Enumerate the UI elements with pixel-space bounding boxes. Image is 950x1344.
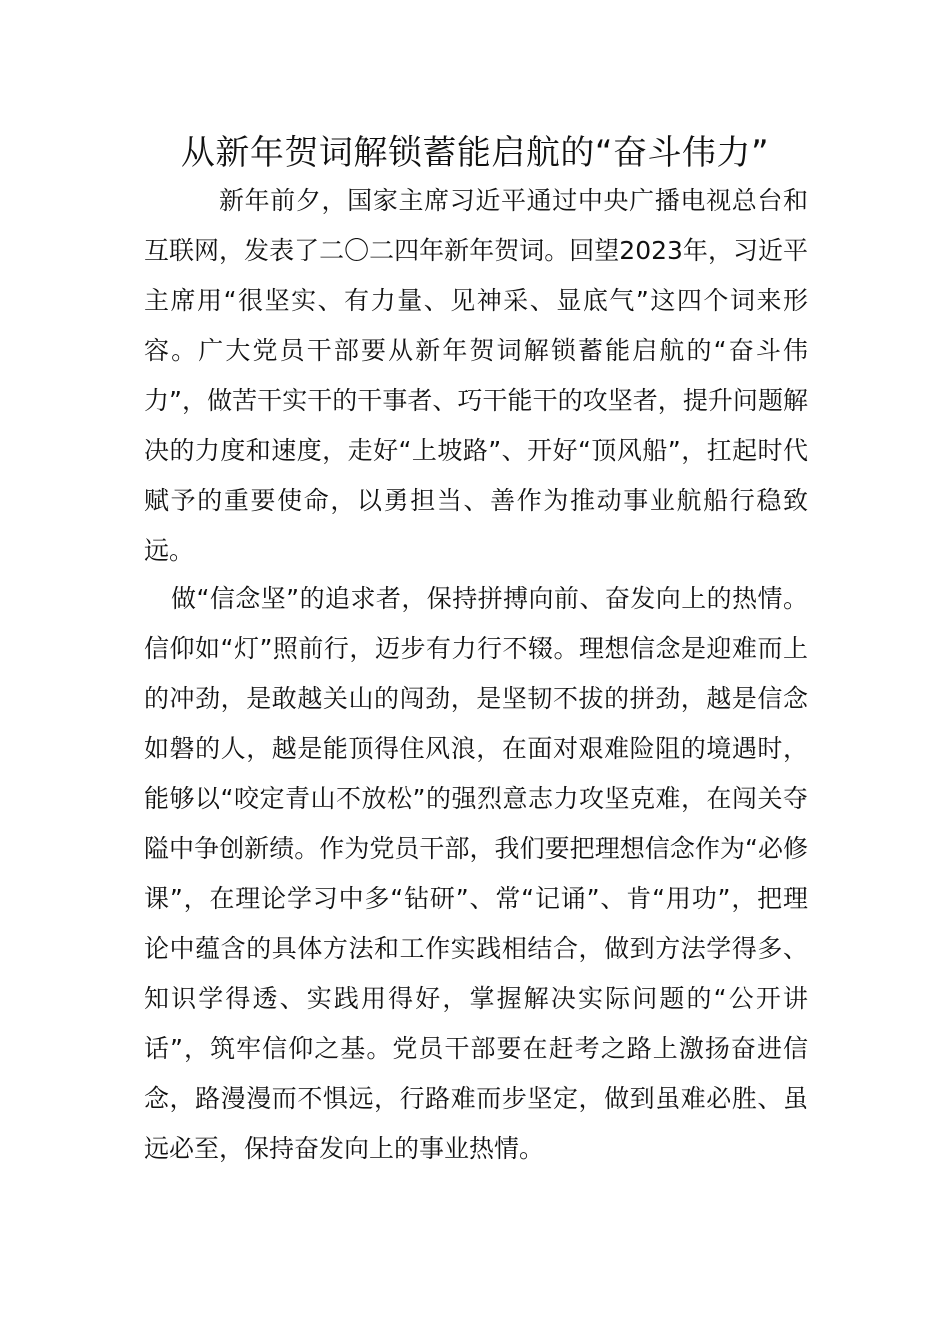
paragraph-intro: 新年前夕，国家主席习近平通过中央广播电视总台和互联网，发表了二〇二四年新年贺词。回望2023年，习近平主席用“很坚实、有力量、见神采、显底气”这四个词来形容。广大党员干部要从新年贺词解锁蓄能启航的“奋斗伟力”，做苦干实干的干事者、巧干能干的攻坚者，提升问题解决的力度和速度，走好“上坡路”、开好“顶风船”，扛起时代赋予的重要使命，以勇担当、善作为推动事业航船行稳致远。 [144, 186, 808, 565]
paragraph-faith: 做“信念坚”的追求者，保持拼搏向前、奋发向上的热情。信仰如“灯”照前行，迈步有力行不辍。理想信念是迎难而上的冲劲，是敢越关山的闯劲，是坚韧不拔的拼劲，越是信念如磐的人，越是能顶得住风浪，在面对艰难险阻的境遇时，能够以“咬定青山不放松”的强烈意志力攻坚克难，在闯关夺隘中争创新绩。作为党员干部，我们要把理想信念作为“必修课”，在理论学习中多“钻研”、常“记诵”、肯“用功”，把理论中蕴含的具体方法和工作实践相结合，做到方法学得多、知识学得透、实践用得好，掌握解决实际问题的“公开讲话”，筑牢信仰之基。党员干部要在赶考之路上激扬奋进信念，路漫漫而不惧远，行路难而步坚定，做到虽难必胜、虽远必至，保持奋发向上的事业热情。 [144, 584, 808, 1163]
document-title: 从新年贺词解锁蓄能启航的“奋斗伟力” [180, 133, 770, 173]
